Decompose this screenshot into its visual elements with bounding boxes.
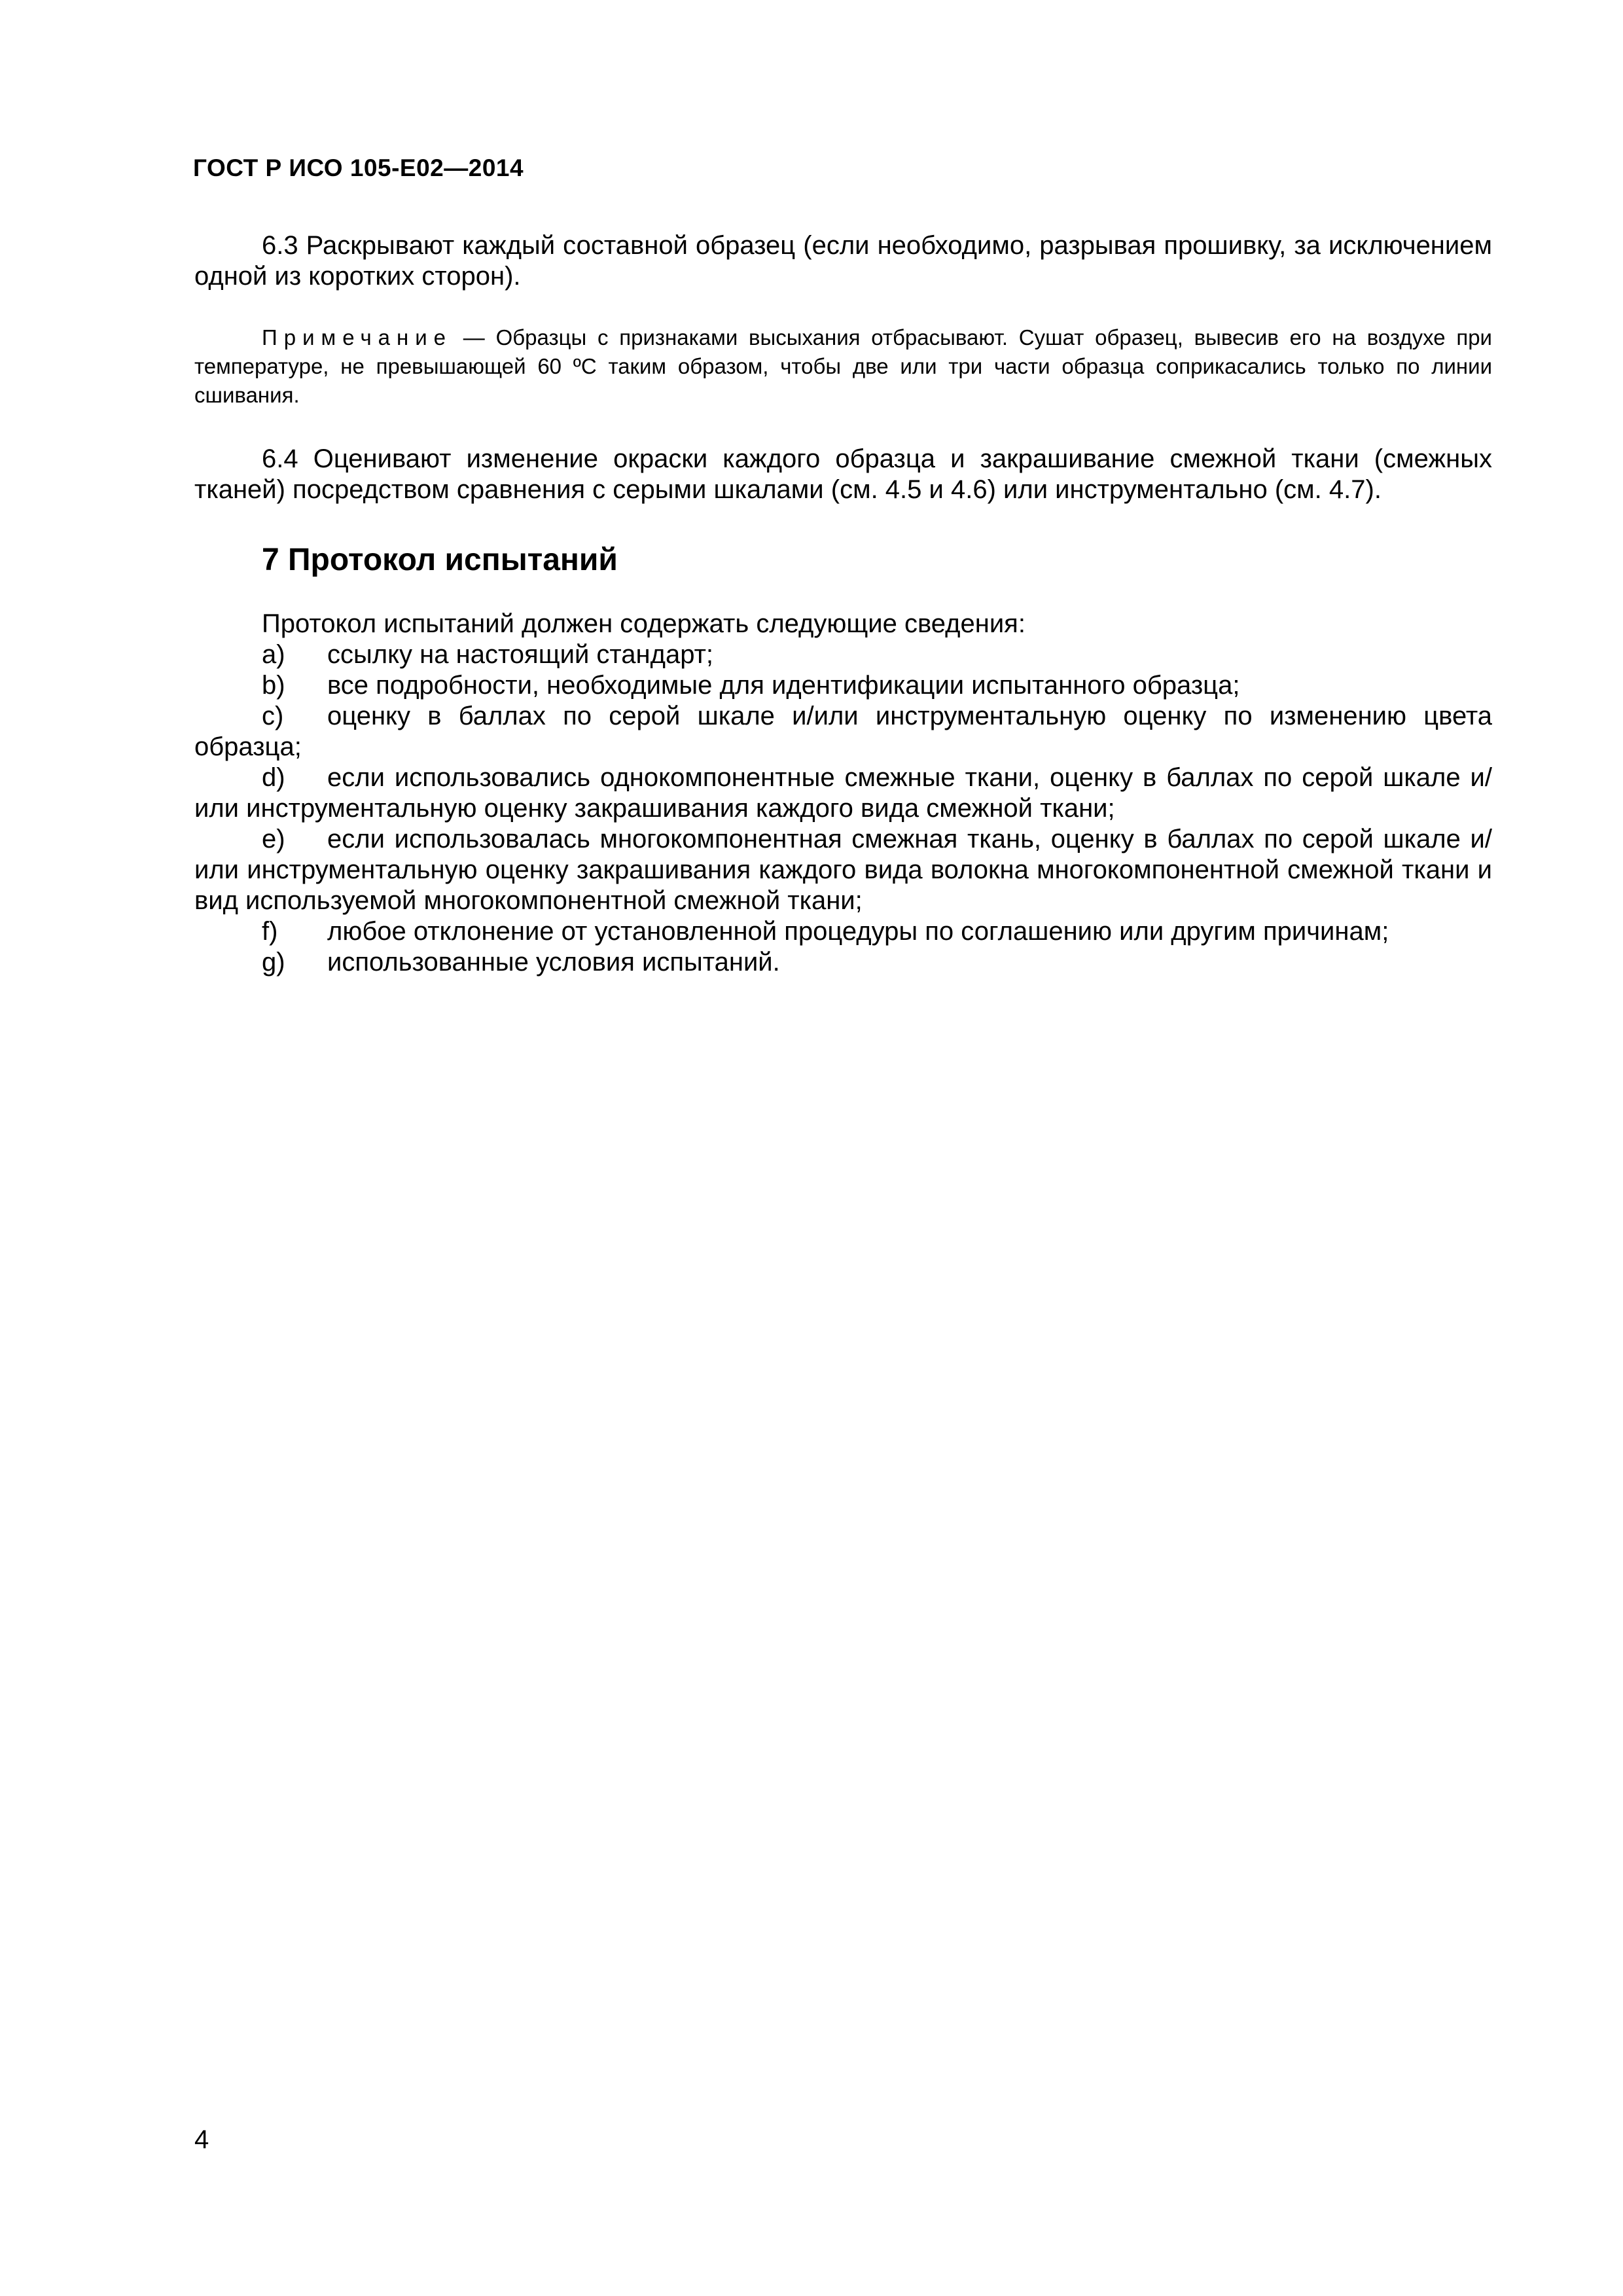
section-title: 7 Протокол испытаний [262,543,618,577]
list-item-text: ссылку на настоящий стандарт; [327,640,714,669]
page-number: 4 [194,2125,209,2154]
clause-text: Оценивают изменение окраски каждого образца и закрашивание смежной ткани (смежных тканей) посредством сравнения с серыми шкалами (см. 4.5 и 4.6) или инструментально (см. 4.7). [194,444,1492,504]
clause-text: Раскрывают каждый составной образец (если необходимо, разрывая прошивку, за исключением одной из коротких сторон). [194,231,1492,291]
list-item [194,824,1492,916]
note-text: Образцы с признаками высыхания отбрасывают. Сушат образец, вывесив его на воздухе при температуре, не превышающей 60 ºС таким образом, чтобы две или три части образца соприкасались только по линии сшивания. [194,325,1492,407]
list-item [194,762,1492,824]
list-marker: g) [262,948,285,977]
note-label: Примечание [262,325,453,350]
list-item-text: использованные условия испытаний. [327,948,780,977]
list-marker: c) [262,702,284,730]
list-item [194,639,1492,670]
list-marker: e) [262,825,285,853]
list-marker: d) [262,763,285,792]
list-marker: a) [262,640,285,669]
list-item [194,701,1492,762]
clause-number: 6.3 [262,231,298,260]
document-body [194,230,1492,978]
list-item-text: если использовалась многокомпонентная смежная ткань, оценку в баллах по серой шкале и/или инструментальную оценку закрашивания каждого вида волокна многокомпонентной смежной ткани и вид используемой многокомпонентной смежной ткани; [194,825,1492,915]
clause-6-4 [194,444,1492,505]
document-header: ГОСТ Р ИСО 105-E02—2014 [193,154,524,181]
list-marker: b) [262,671,285,700]
list-item [194,670,1492,701]
clause-6-3 [194,230,1492,292]
requirements-list [194,639,1492,978]
list-item [194,947,1492,978]
list-item-text: все подробности, необходимые для идентификации испытанного образца; [327,671,1240,700]
list-marker: f) [262,917,278,946]
list-item-text: если использовались однокомпонентные смежные ткани, оценку в баллах по серой шкале и/или инструментальную оценку закрашивания каждого вида смежной ткани; [194,763,1492,823]
clause-number: 6.4 [262,444,298,473]
note-dash: — [452,325,496,350]
note [194,323,1492,410]
list-item-text: любое отклонение от установленной процедуры по соглашению или другим причинам; [327,917,1389,946]
list-item [194,916,1492,947]
list-item-text: оценку в баллах по серой шкале и/или инструментальную оценку по изменению цвета образца; [194,702,1492,761]
section-intro: Протокол испытаний должен содержать следующие сведения: [262,609,1026,638]
